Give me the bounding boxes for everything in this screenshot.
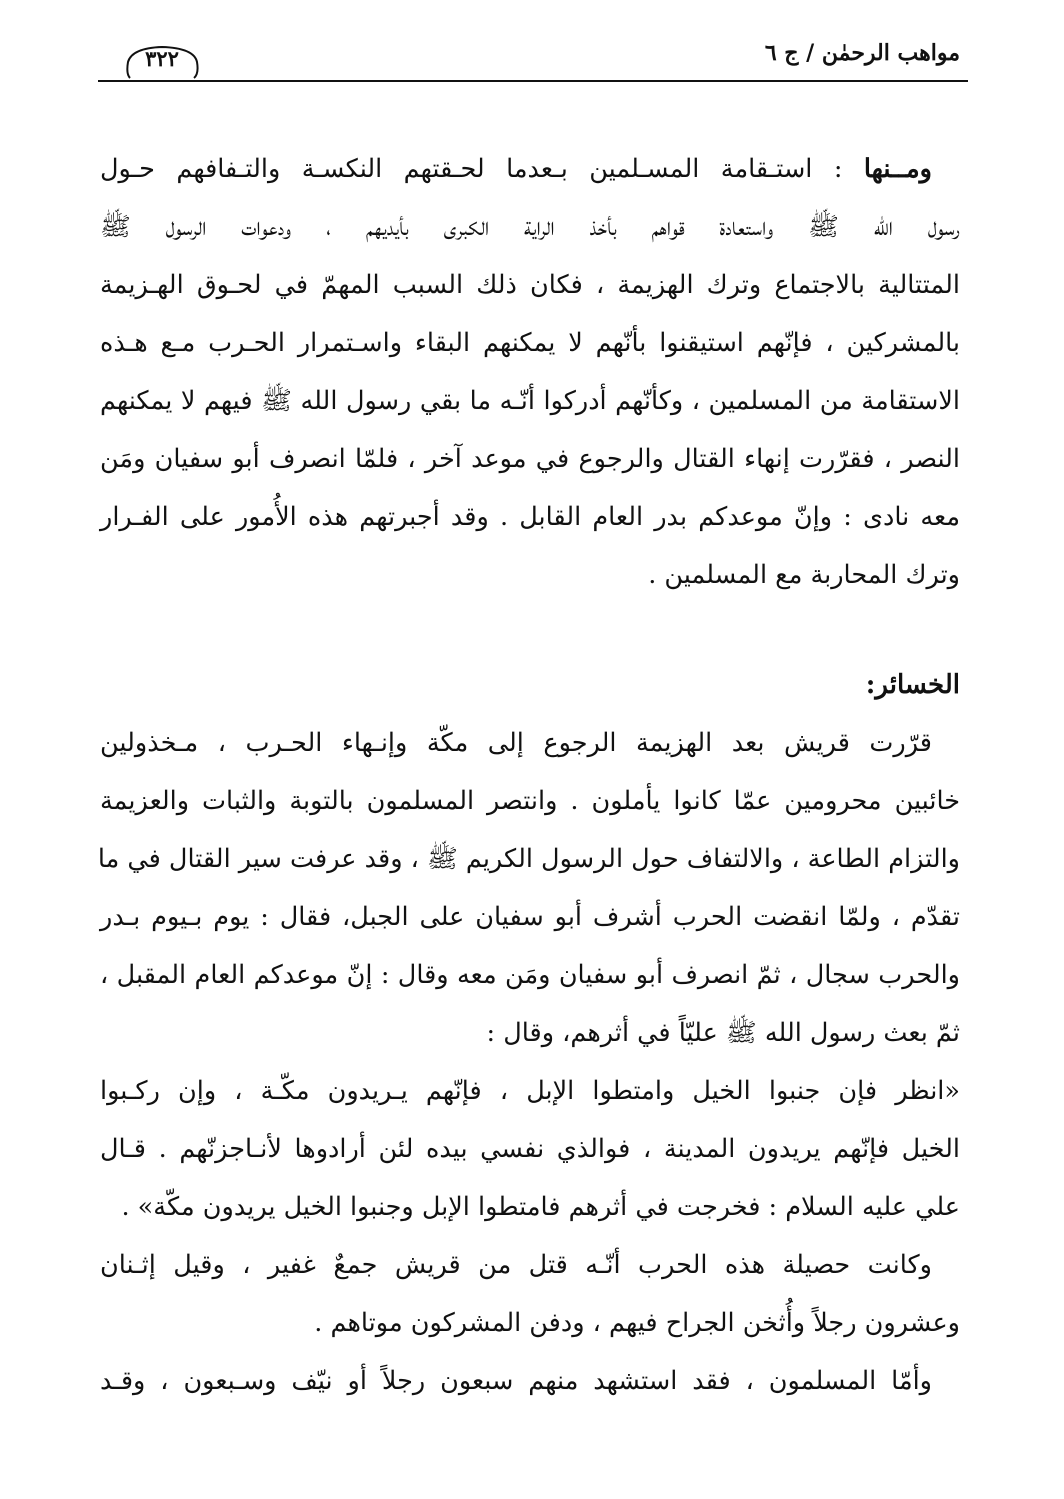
quote-line: علي عليه السلام : فخرجت في أثرهم فامتطوا الإبل وجنبوا الخيل يريدون مكّة» . <box>121 1192 960 1222</box>
paragraph-line <box>100 140 960 198</box>
paragraph-line: النصر ، فقرّرت إنهاء القتال والرجوع في موعد آخر ، فلمّا انصرف أبو سفيان ومَن <box>100 444 960 474</box>
paragraph-line: ثمّ بعث رسول الله ﷺ عليّاً في أثرهم، وقال : <box>486 1018 960 1048</box>
paragraph-line: المتتالية بالاجتماع وترك الهزيمة ، فكان ذلك السبب المهمّ في لحـوق الهـزيمة <box>100 270 960 300</box>
quote-line: الخيل فإنّهم يريدون المدينة ، فوالذي نفسي بيده لئن أرادوها لأنـاجزنّهم . قـال <box>100 1134 960 1164</box>
section-spacer <box>100 604 960 656</box>
section-heading: الخسائر: <box>865 670 960 700</box>
paragraph-line: بالمشركين ، فإنّهم استيقنوا بأنّهم لا يمكنهم البقاء واسـتمرار الحـرب مـع هـذه <box>100 328 960 358</box>
paragraph-line: معه نادى : وإنّ موعدكم بدر العام القابل . وقد أجبرتهم هذه الأُمور على الفـرار <box>100 502 960 532</box>
paragraph-line: تقدّم ، ولمّا انقضت الحرب أشرف أبو سفيان على الجبل، فقال : يوم بـيوم بـدر <box>100 902 960 932</box>
paragraph-line: وأمّا المسلمون ، فقد استشهد منهم سبعون رجلاً أو نيّف وسـبعون ، وقـد <box>100 1366 932 1396</box>
paragraph-line: خائبين محرومين عمّا كانوا يأملون . وانتصر المسلمون بالتوبة والثبات والعزيمة <box>100 786 960 816</box>
quote-line: «انظر فإن جنبوا الخيل وامتطوا الإبل ، فإنّهم يـريدون مكّـة ، وإن ركـبوا <box>100 1076 960 1106</box>
header-rule <box>98 80 968 82</box>
paragraph-line: وترك المحاربة مع المسلمين . <box>648 560 960 590</box>
page-number-badge <box>124 44 200 80</box>
paragraph-line: الاستقامة من المسلمين ، وكأنّهم أدركوا أنّـه ما بقي رسول الله ﷺ فيهم لا يمكنهم <box>100 386 960 416</box>
paragraph-line: والحرب سجال ، ثمّ انصرف أبو سفيان ومَن معه وقال : إنّ موعدكم العام المقبل ، <box>100 960 960 990</box>
lead-word: ومــنها <box>863 154 932 184</box>
paragraph-line: والتزام الطاعة ، والالتفاف حول الرسول الكريم ﷺ ، وقد عرفت سير القتال في ما <box>97 844 960 874</box>
page-number: ٣٢٢ <box>145 46 179 71</box>
page-body <box>97 140 960 1410</box>
paragraph-line: وكانت حصيلة هذه الحرب أنّـه قتل من قريش جمعٌ غفير ، وقيل إثـنان <box>100 1250 932 1280</box>
paragraph-line: وعشرون رجلاً وأُثخن الجراح فيهم ، ودفن المشركون موتاهم . <box>314 1308 960 1338</box>
running-title: مواهب الرحمٰن / ج ٦ <box>764 40 960 66</box>
paragraph-text: : استـقامة المسـلمين بـعدما لحـقتهم النكسـة والتـفافهم حـول <box>100 154 843 184</box>
paragraph-line: رسول الله ﷺ واستعادة قواهم بأخذ الراية الكبرى بأيديهم ، ودعوات الرسول ﷺ <box>100 212 960 242</box>
paragraph-line: قرّرت قريش بعد الهزيمة الرجوع إلى مكّة وإنـهاء الحـرب ، مـخذولين <box>100 728 932 758</box>
